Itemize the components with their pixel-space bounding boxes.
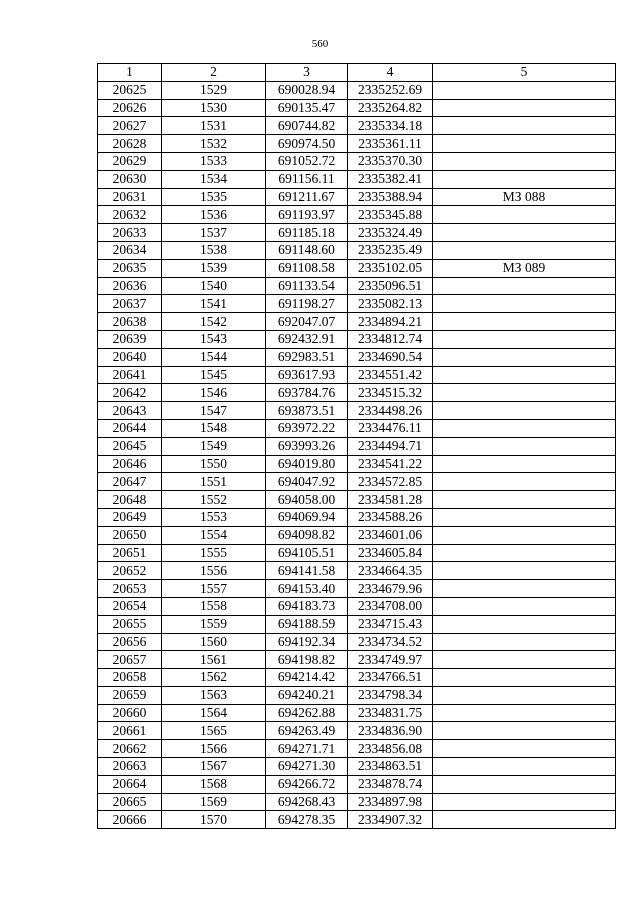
y-coordinate-cell: 2335345.88 [348, 206, 433, 224]
x-coordinate-cell: 691185.18 [266, 224, 348, 242]
note-cell [433, 419, 616, 437]
point-number-cell: 1568 [162, 775, 266, 793]
y-coordinate-cell: 2334708.00 [348, 597, 433, 615]
note-cell [433, 384, 616, 402]
table-row [98, 544, 616, 562]
table-row [98, 508, 616, 526]
point-number-cell: 1545 [162, 366, 266, 384]
note-cell [433, 402, 616, 420]
note-cell [433, 686, 616, 704]
point-number-cell: 1539 [162, 259, 266, 277]
note-cell [433, 277, 616, 295]
point-number-cell: 1551 [162, 473, 266, 491]
y-coordinate-cell: 2334749.97 [348, 651, 433, 669]
point-id-cell: 20625 [98, 81, 162, 99]
y-coordinate-cell: 2334572.85 [348, 473, 433, 491]
note-cell: МЗ 089 [433, 259, 616, 277]
table-row [98, 491, 616, 509]
y-coordinate-cell: 2334836.90 [348, 722, 433, 740]
point-id-cell: 20664 [98, 775, 162, 793]
column-header: 3 [266, 64, 348, 82]
table-row [98, 117, 616, 135]
column-header: 5 [433, 64, 616, 82]
note-cell [433, 330, 616, 348]
table-row [98, 740, 616, 758]
y-coordinate-cell: 2334734.52 [348, 633, 433, 651]
table-row [98, 526, 616, 544]
note-cell [433, 117, 616, 135]
y-coordinate-cell: 2334605.84 [348, 544, 433, 562]
table-row [98, 135, 616, 153]
note-cell [433, 170, 616, 188]
y-coordinate-cell: 2334897.98 [348, 793, 433, 811]
y-coordinate-cell: 2334679.96 [348, 580, 433, 598]
point-id-cell: 20637 [98, 295, 162, 313]
page-number: 560 [311, 38, 329, 50]
x-coordinate-cell: 694105.51 [266, 544, 348, 562]
x-coordinate-cell: 693784.76 [266, 384, 348, 402]
note-cell [433, 508, 616, 526]
note-cell [433, 758, 616, 776]
note-cell [433, 704, 616, 722]
x-coordinate-cell: 694198.82 [266, 651, 348, 669]
point-number-cell: 1543 [162, 330, 266, 348]
table-row [98, 580, 616, 598]
point-number-cell: 1534 [162, 170, 266, 188]
x-coordinate-cell: 694141.58 [266, 562, 348, 580]
x-coordinate-cell: 694268.43 [266, 793, 348, 811]
point-id-cell: 20658 [98, 669, 162, 687]
y-coordinate-cell: 2334766.51 [348, 669, 433, 687]
point-id-cell: 20626 [98, 99, 162, 117]
x-coordinate-cell: 694271.71 [266, 740, 348, 758]
point-id-cell: 20659 [98, 686, 162, 704]
note-cell [433, 295, 616, 313]
y-coordinate-cell: 2335324.49 [348, 224, 433, 242]
point-id-cell: 20628 [98, 135, 162, 153]
table-row [98, 686, 616, 704]
y-coordinate-cell: 2335334.18 [348, 117, 433, 135]
note-cell [433, 241, 616, 259]
y-coordinate-cell: 2334551.42 [348, 366, 433, 384]
point-id-cell: 20654 [98, 597, 162, 615]
x-coordinate-cell: 694278.35 [266, 811, 348, 829]
y-coordinate-cell: 2334798.34 [348, 686, 433, 704]
table-row [98, 259, 616, 277]
x-coordinate-cell: 694188.59 [266, 615, 348, 633]
y-coordinate-cell: 2334690.54 [348, 348, 433, 366]
point-id-cell: 20627 [98, 117, 162, 135]
point-number-cell: 1530 [162, 99, 266, 117]
x-coordinate-cell: 693617.93 [266, 366, 348, 384]
x-coordinate-cell: 691193.97 [266, 206, 348, 224]
y-coordinate-cell: 2334907.32 [348, 811, 433, 829]
y-coordinate-cell: 2334601.06 [348, 526, 433, 544]
y-coordinate-cell: 2334664.35 [348, 562, 433, 580]
x-coordinate-cell: 692983.51 [266, 348, 348, 366]
x-coordinate-cell: 691156.11 [266, 170, 348, 188]
note-cell [433, 99, 616, 117]
table-body [98, 81, 616, 828]
x-coordinate-cell: 694240.21 [266, 686, 348, 704]
y-coordinate-cell: 2335382.41 [348, 170, 433, 188]
point-number-cell: 1550 [162, 455, 266, 473]
point-id-cell: 20655 [98, 615, 162, 633]
point-id-cell: 20642 [98, 384, 162, 402]
note-cell [433, 437, 616, 455]
table-row [98, 793, 616, 811]
table-row [98, 206, 616, 224]
point-number-cell: 1533 [162, 152, 266, 170]
table-row [98, 669, 616, 687]
table-row [98, 633, 616, 651]
point-number-cell: 1544 [162, 348, 266, 366]
table-row [98, 188, 616, 206]
point-number-cell: 1536 [162, 206, 266, 224]
point-number-cell: 1565 [162, 722, 266, 740]
note-cell [433, 669, 616, 687]
column-header: 1 [98, 64, 162, 82]
y-coordinate-cell: 2335388.94 [348, 188, 433, 206]
point-number-cell: 1559 [162, 615, 266, 633]
note-cell [433, 491, 616, 509]
point-number-cell: 1555 [162, 544, 266, 562]
note-cell [433, 651, 616, 669]
point-id-cell: 20645 [98, 437, 162, 455]
table-row [98, 348, 616, 366]
table-row [98, 597, 616, 615]
y-coordinate-cell: 2334856.08 [348, 740, 433, 758]
note-cell [433, 740, 616, 758]
y-coordinate-cell: 2334863.51 [348, 758, 433, 776]
table-row [98, 419, 616, 437]
note-cell [433, 793, 616, 811]
table-row [98, 437, 616, 455]
coordinates-table [97, 63, 616, 829]
table-row [98, 615, 616, 633]
y-coordinate-cell: 2334498.26 [348, 402, 433, 420]
x-coordinate-cell: 691211.67 [266, 188, 348, 206]
x-coordinate-cell: 694058.00 [266, 491, 348, 509]
point-number-cell: 1542 [162, 313, 266, 331]
point-id-cell: 20634 [98, 241, 162, 259]
x-coordinate-cell: 694266.72 [266, 775, 348, 793]
note-cell [433, 348, 616, 366]
point-number-cell: 1552 [162, 491, 266, 509]
x-coordinate-cell: 694098.82 [266, 526, 348, 544]
point-id-cell: 20631 [98, 188, 162, 206]
x-coordinate-cell: 693873.51 [266, 402, 348, 420]
y-coordinate-cell: 2335264.82 [348, 99, 433, 117]
point-id-cell: 20647 [98, 473, 162, 491]
note-cell [433, 597, 616, 615]
column-header: 4 [348, 64, 433, 82]
point-id-cell: 20636 [98, 277, 162, 295]
note-cell [433, 206, 616, 224]
point-number-cell: 1538 [162, 241, 266, 259]
x-coordinate-cell: 694271.30 [266, 758, 348, 776]
x-coordinate-cell: 694019.80 [266, 455, 348, 473]
point-id-cell: 20657 [98, 651, 162, 669]
y-coordinate-cell: 2334831.75 [348, 704, 433, 722]
table-row [98, 99, 616, 117]
note-cell [433, 811, 616, 829]
point-id-cell: 20661 [98, 722, 162, 740]
table-row [98, 330, 616, 348]
point-id-cell: 20653 [98, 580, 162, 598]
point-id-cell: 20643 [98, 402, 162, 420]
x-coordinate-cell: 694069.94 [266, 508, 348, 526]
y-coordinate-cell: 2334476.11 [348, 419, 433, 437]
point-id-cell: 20640 [98, 348, 162, 366]
table-row [98, 313, 616, 331]
point-id-cell: 20665 [98, 793, 162, 811]
y-coordinate-cell: 2335096.51 [348, 277, 433, 295]
point-id-cell: 20656 [98, 633, 162, 651]
note-cell [433, 366, 616, 384]
point-number-cell: 1531 [162, 117, 266, 135]
x-coordinate-cell: 690135.47 [266, 99, 348, 117]
point-number-cell: 1541 [162, 295, 266, 313]
table-row [98, 152, 616, 170]
point-id-cell: 20644 [98, 419, 162, 437]
point-number-cell: 1557 [162, 580, 266, 598]
point-number-cell: 1554 [162, 526, 266, 544]
x-coordinate-cell: 693993.26 [266, 437, 348, 455]
point-number-cell: 1540 [162, 277, 266, 295]
column-header: 2 [162, 64, 266, 82]
point-number-cell: 1558 [162, 597, 266, 615]
x-coordinate-cell: 691108.58 [266, 259, 348, 277]
x-coordinate-cell: 690028.94 [266, 81, 348, 99]
x-coordinate-cell: 694192.34 [266, 633, 348, 651]
x-coordinate-cell: 694262.88 [266, 704, 348, 722]
y-coordinate-cell: 2334878.74 [348, 775, 433, 793]
y-coordinate-cell: 2335252.69 [348, 81, 433, 99]
y-coordinate-cell: 2335102.05 [348, 259, 433, 277]
point-number-cell: 1547 [162, 402, 266, 420]
y-coordinate-cell: 2334894.21 [348, 313, 433, 331]
y-coordinate-cell: 2335082.13 [348, 295, 433, 313]
point-number-cell: 1566 [162, 740, 266, 758]
table-row [98, 562, 616, 580]
x-coordinate-cell: 691148.60 [266, 241, 348, 259]
note-cell [433, 775, 616, 793]
table-row [98, 758, 616, 776]
point-number-cell: 1548 [162, 419, 266, 437]
x-coordinate-cell: 693972.22 [266, 419, 348, 437]
point-id-cell: 20662 [98, 740, 162, 758]
x-coordinate-cell: 692432.91 [266, 330, 348, 348]
point-id-cell: 20639 [98, 330, 162, 348]
x-coordinate-cell: 694214.42 [266, 669, 348, 687]
point-number-cell: 1563 [162, 686, 266, 704]
y-coordinate-cell: 2335361.11 [348, 135, 433, 153]
x-coordinate-cell: 694183.73 [266, 597, 348, 615]
x-coordinate-cell: 694153.40 [266, 580, 348, 598]
point-number-cell: 1556 [162, 562, 266, 580]
point-id-cell: 20630 [98, 170, 162, 188]
point-number-cell: 1553 [162, 508, 266, 526]
table-row [98, 81, 616, 99]
table-row [98, 241, 616, 259]
point-id-cell: 20663 [98, 758, 162, 776]
note-cell [433, 473, 616, 491]
table-row [98, 170, 616, 188]
point-number-cell: 1549 [162, 437, 266, 455]
table-row [98, 811, 616, 829]
table-row [98, 295, 616, 313]
table-row [98, 722, 616, 740]
point-number-cell: 1567 [162, 758, 266, 776]
note-cell [433, 544, 616, 562]
point-id-cell: 20632 [98, 206, 162, 224]
x-coordinate-cell: 692047.07 [266, 313, 348, 331]
point-number-cell: 1537 [162, 224, 266, 242]
point-id-cell: 20660 [98, 704, 162, 722]
note-cell [433, 722, 616, 740]
x-coordinate-cell: 690974.50 [266, 135, 348, 153]
point-id-cell: 20629 [98, 152, 162, 170]
point-number-cell: 1546 [162, 384, 266, 402]
point-id-cell: 20648 [98, 491, 162, 509]
point-id-cell: 20646 [98, 455, 162, 473]
point-number-cell: 1564 [162, 704, 266, 722]
y-coordinate-cell: 2335235.49 [348, 241, 433, 259]
x-coordinate-cell: 690744.82 [266, 117, 348, 135]
point-number-cell: 1562 [162, 669, 266, 687]
x-coordinate-cell: 691052.72 [266, 152, 348, 170]
point-number-cell: 1561 [162, 651, 266, 669]
y-coordinate-cell: 2334515.32 [348, 384, 433, 402]
table-row [98, 651, 616, 669]
y-coordinate-cell: 2335370.30 [348, 152, 433, 170]
y-coordinate-cell: 2334541.22 [348, 455, 433, 473]
y-coordinate-cell: 2334588.26 [348, 508, 433, 526]
note-cell [433, 152, 616, 170]
note-cell [433, 135, 616, 153]
point-id-cell: 20638 [98, 313, 162, 331]
table-header-row [98, 64, 616, 82]
table-row [98, 277, 616, 295]
y-coordinate-cell: 2334715.43 [348, 615, 433, 633]
x-coordinate-cell: 691198.27 [266, 295, 348, 313]
point-id-cell: 20635 [98, 259, 162, 277]
note-cell [433, 633, 616, 651]
table-row [98, 473, 616, 491]
table-row [98, 224, 616, 242]
y-coordinate-cell: 2334812.74 [348, 330, 433, 348]
point-number-cell: 1570 [162, 811, 266, 829]
point-number-cell: 1532 [162, 135, 266, 153]
note-cell [433, 580, 616, 598]
note-cell [433, 526, 616, 544]
y-coordinate-cell: 2334494.71 [348, 437, 433, 455]
table-row [98, 704, 616, 722]
point-id-cell: 20666 [98, 811, 162, 829]
point-id-cell: 20650 [98, 526, 162, 544]
x-coordinate-cell: 694263.49 [266, 722, 348, 740]
point-number-cell: 1529 [162, 81, 266, 99]
point-id-cell: 20652 [98, 562, 162, 580]
y-coordinate-cell: 2334581.28 [348, 491, 433, 509]
x-coordinate-cell: 691133.54 [266, 277, 348, 295]
note-cell [433, 81, 616, 99]
point-id-cell: 20641 [98, 366, 162, 384]
point-number-cell: 1560 [162, 633, 266, 651]
note-cell [433, 224, 616, 242]
point-number-cell: 1535 [162, 188, 266, 206]
note-cell [433, 615, 616, 633]
point-id-cell: 20649 [98, 508, 162, 526]
note-cell [433, 562, 616, 580]
point-id-cell: 20651 [98, 544, 162, 562]
point-number-cell: 1569 [162, 793, 266, 811]
x-coordinate-cell: 694047.92 [266, 473, 348, 491]
table-row [98, 455, 616, 473]
note-cell [433, 455, 616, 473]
point-id-cell: 20633 [98, 224, 162, 242]
table-row [98, 402, 616, 420]
table-row [98, 384, 616, 402]
table-row [98, 366, 616, 384]
table-row [98, 775, 616, 793]
note-cell: МЗ 088 [433, 188, 616, 206]
note-cell [433, 313, 616, 331]
